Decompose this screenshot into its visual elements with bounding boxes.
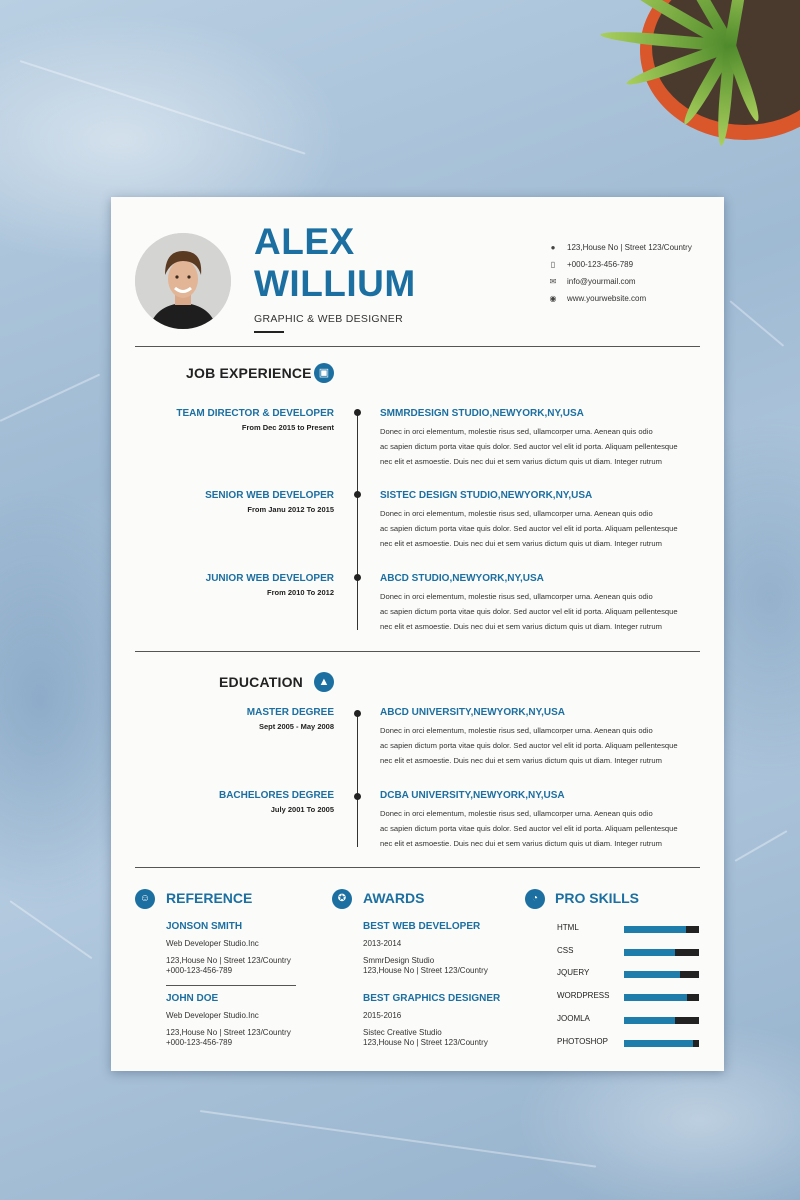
description-line: nec elit et asmoestie. Duis nec dui et sem varius dictum quis ut diam. Integer rutrum [380, 839, 662, 848]
email-text[interactable]: info@yourmail.com [567, 277, 636, 286]
description-line: ac sapien dictum porta vitae quis dolor. Sed auctor vel elit id porta. Aliquam pellentesque [380, 741, 678, 750]
experience-entry-meta [206, 573, 334, 597]
experience-role: SENIOR WEB DEVELOPER [205, 490, 334, 501]
description-line: Donec in orci elementum, molestie risus sed, ullamcorper urna. Aenean quis odio [380, 592, 653, 601]
skill-name: PHOTOSHOP [557, 1037, 608, 1046]
experience-company: ABCD STUDIO,NEWYORK,NY,USA [380, 573, 544, 584]
skill-name: HTML [557, 923, 579, 932]
contact-address [548, 239, 692, 256]
award-entry [363, 922, 488, 976]
skill-bar [624, 994, 699, 1001]
timeline-dot [354, 409, 361, 416]
globe-icon: ◉ [549, 294, 557, 303]
education-dates: July 2001 To 2005 [270, 805, 334, 814]
potted-plant-decoration [600, 0, 800, 200]
marble-vein [729, 300, 784, 347]
address-text: 123,House No | Street 123/Country [567, 243, 692, 252]
skill-name: CSS [557, 946, 574, 955]
map-pin-icon: ● [550, 243, 556, 252]
marble-vein [200, 1110, 596, 1168]
contact-email[interactable] [548, 273, 692, 290]
skill-bar [624, 1040, 699, 1047]
award-name: BEST GRAPHICS DESIGNER [363, 993, 501, 1004]
profile-photo [135, 233, 231, 329]
awards-heading: AWARDS [363, 890, 425, 906]
skill-bar-fill [624, 926, 686, 933]
experience-company: SISTEC DESIGN STUDIO,NEWYORK,NY,USA [380, 490, 593, 501]
education-degree: BACHELORES DEGREE [218, 790, 334, 801]
experience-entry-meta [176, 408, 334, 432]
education-school: DCBA UNIVERSITY,NEWYORK,NY,USA [380, 790, 565, 801]
education-timeline [357, 712, 358, 847]
education-degree: MASTER DEGREE [246, 707, 334, 718]
timeline-dot [354, 574, 361, 581]
reference-org: Web Developer Studio.Inc [166, 1011, 259, 1020]
award-address: 123,House No | Street 123/Country [363, 1038, 488, 1047]
contact-phone [548, 256, 692, 273]
award-address: 123,House No | Street 123/Country [363, 966, 488, 975]
timeline-dot [354, 793, 361, 800]
skill-bar-fill [624, 1040, 693, 1047]
skill-bar [624, 1017, 699, 1024]
award-entry [363, 994, 500, 1048]
description-line: nec elit et asmoestie. Duis nec dui et sem varius dictum quis ut diam. Integer rutrum [380, 622, 662, 631]
experience-company: SMMRDESIGN STUDIO,NEWYORK,NY,USA [380, 408, 584, 419]
reference-phone: +000-123-456-789 [166, 966, 233, 975]
education-entry-meta [247, 707, 334, 731]
description-line: nec elit et asmoestie. Duis nec dui et sem varius dictum quis ut diam. Integer rutrum [380, 457, 662, 466]
people-icon: ☺ [135, 889, 155, 909]
skill-name: WORDPRESS [557, 991, 610, 1000]
skill-name: JOOMLA [557, 1014, 590, 1023]
reference-entry [166, 994, 291, 1048]
skill-row [557, 923, 702, 935]
experience-dates: From Janu 2012 To 2015 [247, 505, 334, 514]
marble-vein [735, 830, 788, 862]
skill-row [557, 968, 702, 980]
skill-bar-fill [624, 971, 680, 978]
marble-vein [9, 900, 92, 959]
description-line: nec elit et asmoestie. Duis nec dui et sem varius dictum quis ut diam. Integer rutrum [380, 539, 662, 548]
award-years: 2015-2016 [363, 1011, 402, 1020]
award-name: BEST WEB DEVELOPER [363, 921, 481, 932]
reference-name: JOHN DOE [166, 993, 219, 1004]
experience-role: JUNIOR WEB DEVELOPER [205, 573, 334, 584]
reference-address: 123,House No | Street 123/Country [166, 1028, 291, 1037]
skill-row [557, 1037, 702, 1049]
timeline-dot [354, 491, 361, 498]
experience-entry-body [380, 573, 702, 634]
reference-address: 123,House No | Street 123/Country [166, 956, 291, 965]
candidate-name [254, 221, 416, 305]
marble-vein [0, 374, 100, 422]
phone-icon: ▯ [550, 260, 556, 269]
divider [135, 346, 700, 347]
experience-description [380, 589, 702, 634]
experience-dates: From Dec 2015 to Present [241, 423, 334, 432]
description-line: ac sapien dictum porta vitae quis dolor. Sed auctor vel elit id porta. Aliquam pellentesque [380, 824, 678, 833]
reference-org: Web Developer Studio.Inc [166, 939, 259, 948]
skill-bar [624, 926, 699, 933]
experience-timeline [357, 412, 358, 630]
experience-description [380, 424, 702, 469]
award-org: Sistec Creative Studio [363, 1028, 442, 1037]
skill-bar [624, 971, 699, 978]
description-line: Donec in orci elementum, molestie risus sed, ullamcorper urna. Aenean quis odio [380, 427, 653, 436]
envelope-icon: ✉ [549, 277, 557, 286]
experience-entry-body [380, 490, 702, 551]
education-entry-body [380, 790, 702, 851]
award-years: 2013-2014 [363, 939, 402, 948]
experience-dates: From 2010 To 2012 [267, 588, 334, 597]
pro-skills-heading: PRO SKILLS [555, 890, 640, 906]
skill-bar-fill [624, 1017, 675, 1024]
education-entry-meta [219, 790, 334, 814]
education-dates: Sept 2005 - May 2008 [258, 722, 334, 731]
description-line: Donec in orci elementum, molestie risus sed, ullamcorper urna. Aenean quis odio [380, 726, 653, 735]
website-text[interactable]: www.yourwebsite.com [567, 294, 647, 303]
skill-bar-fill [624, 949, 675, 956]
education-description [380, 806, 702, 851]
job-experience-heading: JOB EXPERIENCE [186, 365, 312, 381]
education-description [380, 723, 702, 768]
role-underline [254, 331, 284, 333]
skill-bar [624, 949, 699, 956]
award-org: SmmrDesign Studio [363, 956, 435, 965]
divider [135, 867, 700, 868]
marble-vein [20, 60, 306, 155]
divider [135, 651, 700, 652]
description-line: ac sapien dictum porta vitae quis dolor. Sed auctor vel elit id porta. Aliquam pellentesque [380, 442, 678, 451]
contact-website[interactable] [548, 290, 692, 307]
reference-heading: REFERENCE [166, 890, 253, 906]
reference-name: JONSON SMITH [166, 921, 243, 932]
description-line: nec elit et asmoestie. Duis nec dui et sem varius dictum quis ut diam. Integer rutrum [380, 756, 662, 765]
skill-name: JQUERY [557, 968, 590, 977]
description-line: Donec in orci elementum, molestie risus sed, ullamcorper urna. Aenean quis odio [380, 809, 653, 818]
education-school: ABCD UNIVERSITY,NEWYORK,NY,USA [380, 707, 566, 718]
experience-entry-meta [205, 490, 334, 514]
skill-bar-fill [624, 994, 687, 1001]
medal-icon: ✪ [332, 889, 352, 909]
reference-divider [166, 985, 296, 986]
phone-text: +000-123-456-789 [567, 260, 634, 269]
first-name: ALEX [254, 221, 355, 262]
contact-info [548, 239, 692, 307]
timeline-dot [354, 710, 361, 717]
education-heading: EDUCATION [219, 674, 303, 690]
job-role: GRAPHIC & WEB DESIGNER [254, 313, 403, 325]
experience-entry-body [380, 408, 702, 469]
reference-entry [166, 922, 291, 976]
education-entry-body [380, 707, 702, 768]
last-name: WILLIUM [254, 263, 416, 304]
experience-role: TEAM DIRECTOR & DEVELOPER [176, 408, 334, 419]
experience-description [380, 506, 702, 551]
description-line: ac sapien dictum porta vitae quis dolor. Sed auctor vel elit id porta. Aliquam pellentesque [380, 607, 678, 616]
resume-page [111, 197, 724, 1071]
graduation-cap-icon: ▲ [314, 672, 334, 692]
reference-phone: +000-123-456-789 [166, 1038, 233, 1047]
pie-chart-icon: ◔ [525, 889, 545, 909]
skill-row [557, 1014, 702, 1026]
description-line: ac sapien dictum porta vitae quis dolor. Sed auctor vel elit id porta. Aliquam pellentesque [380, 524, 678, 533]
skill-row [557, 991, 702, 1003]
skill-row [557, 946, 702, 958]
description-line: Donec in orci elementum, molestie risus sed, ullamcorper urna. Aenean quis odio [380, 509, 653, 518]
briefcase-icon: ▣ [314, 363, 334, 383]
